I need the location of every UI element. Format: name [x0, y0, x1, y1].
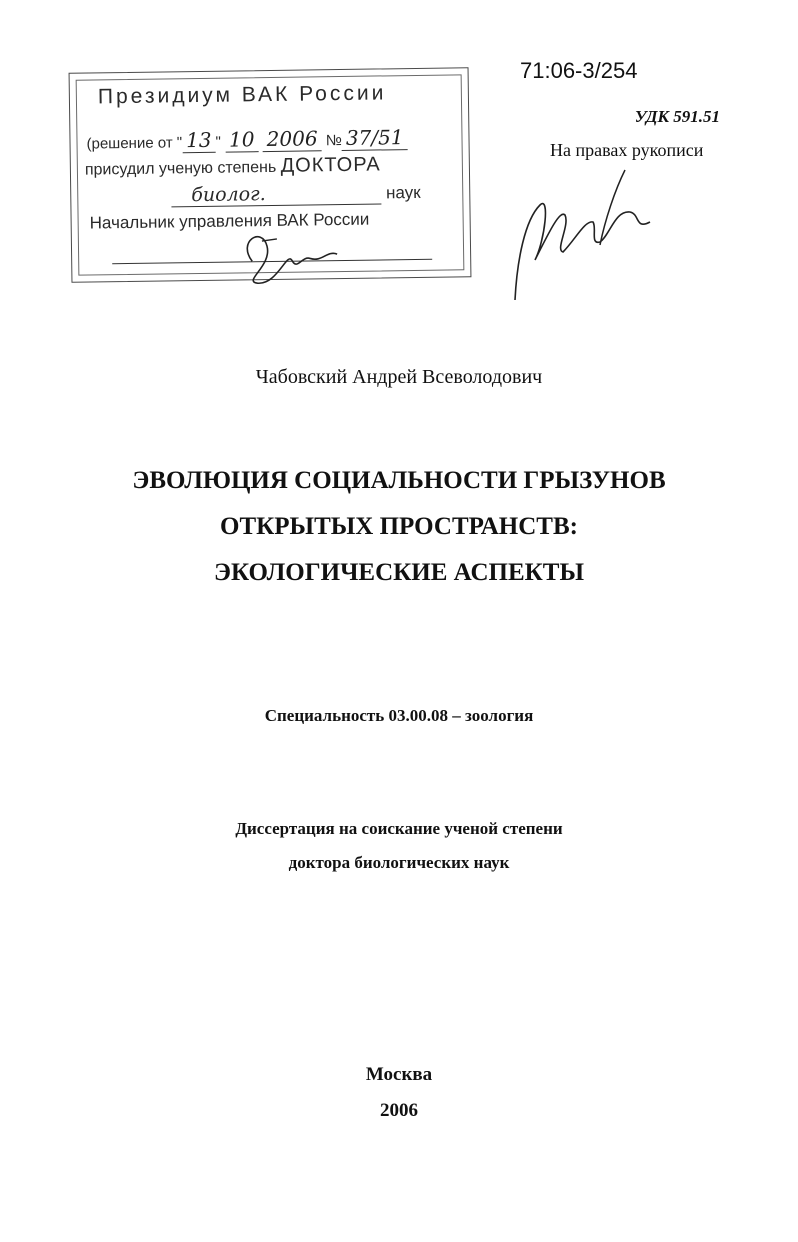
city: Москва — [365, 1064, 433, 1085]
thesis-description — [0, 812, 798, 880]
udk-code: УДК 591.51 — [634, 107, 720, 126]
decision-day: 13 — [182, 128, 216, 153]
stamp-degree-line — [85, 153, 381, 180]
stamp-decision-line — [86, 125, 407, 153]
thesis-line: Диссертация на соискание ученой степени — [235, 819, 563, 838]
author-name: Чабовский Андрей Всеволодович — [255, 366, 543, 388]
decision-mid: " — [215, 133, 222, 151]
vak-stamp — [69, 67, 472, 283]
year: 2006 — [380, 1100, 418, 1121]
decision-number: 37/51 — [342, 125, 408, 151]
thesis-title — [0, 458, 798, 596]
manuscript-note: На правах рукописи — [550, 140, 704, 160]
specialty: Специальность 03.00.08 – зоология — [264, 706, 534, 725]
degree-value: ДОКТОРА — [280, 153, 381, 177]
decision-month: 10 — [225, 127, 259, 152]
document-number: 71:06-3/254 — [520, 58, 638, 83]
decision-year: 2006 — [263, 126, 322, 152]
science-suffix: наук — [385, 182, 421, 203]
title-line: ЭКОЛОГИЧЕСКИЕ АСПЕКТЫ — [214, 559, 584, 586]
science-handwritten: биолог. — [171, 181, 381, 207]
stamp-science-line — [171, 181, 421, 207]
decision-number-label: № — [325, 131, 343, 150]
decision-prefix: (решение от " — [86, 134, 183, 153]
stamp-chief-label: Начальник управления ВАК России — [89, 209, 370, 233]
title-line: ЭВОЛЮЦИЯ СОЦИАЛЬНОСТИ ГРЫЗУНОВ — [132, 467, 666, 494]
degree-prefix: присудил ученую степень — [84, 158, 281, 179]
title-line: ОТКРЫТЫХ ПРОСТРАНСТВ: — [220, 513, 578, 540]
signature-icon — [232, 220, 343, 292]
signature-icon — [505, 150, 665, 310]
stamp-title: Президиум ВАК России — [97, 81, 387, 109]
thesis-line: доктора биологических наук — [288, 853, 510, 872]
